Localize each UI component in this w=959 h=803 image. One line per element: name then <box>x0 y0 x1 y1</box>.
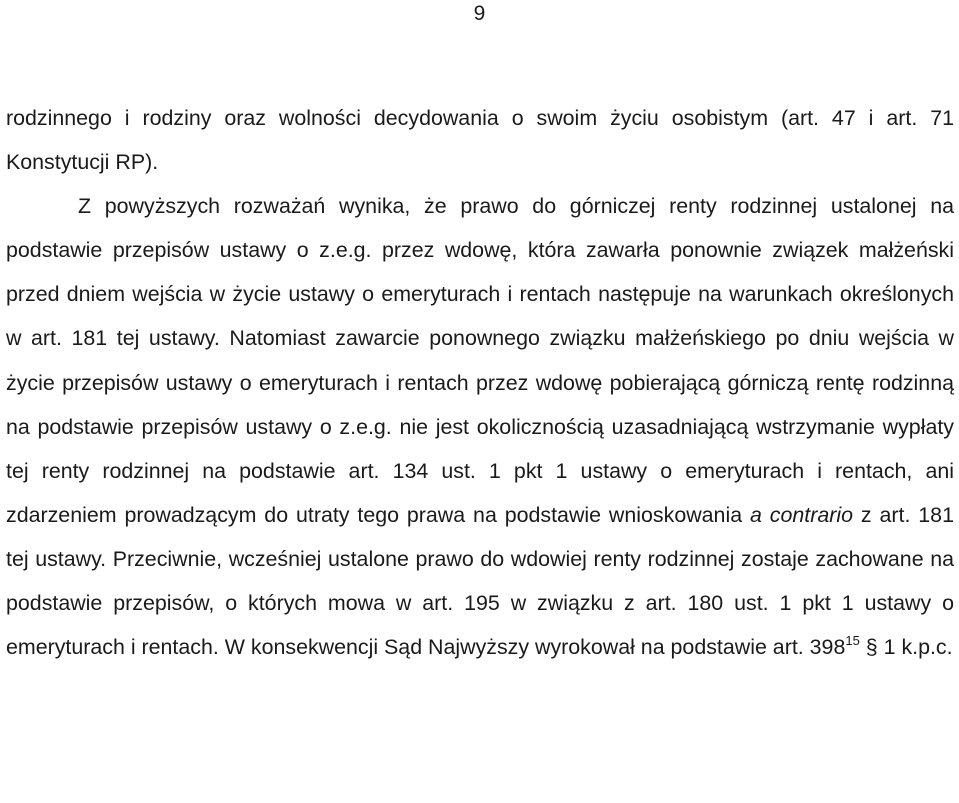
page-number: 9 <box>473 2 486 25</box>
document-body <box>6 96 954 669</box>
article-superscript: 15 <box>845 633 860 649</box>
paragraph-conclusion <box>6 184 954 669</box>
conclusion-text-part1: Z powyższych rozważań wynika, że prawo do górniczej renty rodzinnej ustalonej na podstawie przepisów ustawy o z.e.g. przez wdowę, która zawarła ponownie związek małżeński przed dniem wejścia w życie ustawy o emeryturach i rentach następuje na warunkach określonych w art. 181 tej ustawy. Natomiast zawarcie ponownego związku małżeńskiego po dniu wejścia w życie przepisów ustawy o emeryturach i rentach przez wdowę pobierającą górniczą rentę rodzinną na podstawie przepisów ustawy o z.e.g. nie jest okolicznością uzasadniającą wstrzymanie wypłaty tej renty rodzinnej na podstawie art. 134 ust. 1 pkt 1 ustawy o emeryturach i rentach, ani zdarzeniem prowadzącym do utraty tego prawa na podstawie wnioskowania <box>6 194 954 527</box>
latin-phrase: a contrario <box>750 502 854 527</box>
paragraph-continuation: rodzinnego i rodziny oraz wolności decydowania o swoim życiu osobistym (art. 47 i art. 71 Konstytucji RP). <box>6 106 954 175</box>
conclusion-text-part2: z art. 181 tej ustawy. Przeciwnie, wcześniej ustalone prawo do wdowiej renty rodzinnej zostaje zachowane na podstawie przepisów, o których mowa w art. 195 w związku z art. 180 ust. 1 pkt 1 ustawy o emeryturach i rentach. W konsekwencji Sąd Najwyższy wyrokował na podstawie art. 398 <box>6 502 954 660</box>
conclusion-text-ending: § 1 k.p.c. <box>865 635 953 660</box>
